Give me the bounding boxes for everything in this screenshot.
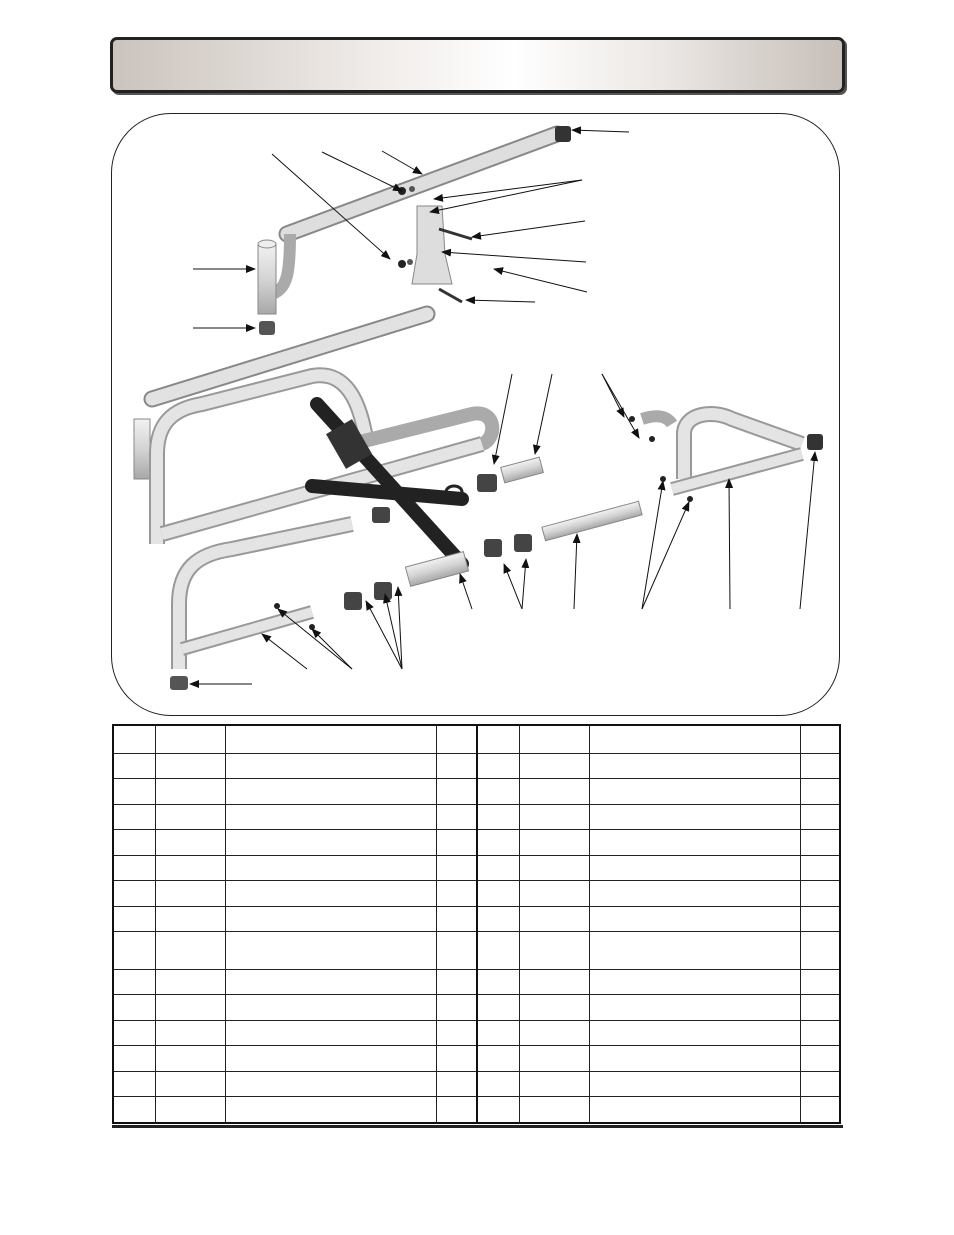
table-cell	[800, 1097, 840, 1123]
table-header-cell	[589, 725, 800, 754]
table-cell	[519, 995, 589, 1020]
table-cell	[113, 804, 155, 829]
bushing-3	[484, 539, 502, 557]
table-cell	[589, 779, 800, 804]
table-row	[113, 754, 840, 779]
table-cell	[155, 779, 225, 804]
table-cell	[519, 1071, 589, 1096]
table-cell	[519, 1097, 589, 1123]
table-cell	[519, 969, 589, 994]
table-row	[113, 969, 840, 994]
foot-lower	[170, 676, 188, 690]
table-cell	[436, 1020, 477, 1045]
table-cell	[436, 1071, 477, 1096]
table-cell	[113, 906, 155, 931]
table-cell	[225, 1020, 436, 1045]
table-cell	[477, 995, 519, 1020]
table-cell	[113, 754, 155, 779]
table-cell	[589, 830, 800, 855]
table-cell	[436, 1097, 477, 1123]
table-cell	[477, 779, 519, 804]
bushing-4	[514, 534, 532, 552]
table-cell	[589, 1046, 800, 1071]
table-header-cell	[225, 725, 436, 754]
table-row	[113, 855, 840, 880]
table-header-cell	[800, 725, 840, 754]
table-cell	[800, 830, 840, 855]
vertical-post	[258, 240, 276, 335]
table-cell	[436, 855, 477, 880]
table-cell	[519, 779, 589, 804]
table-cell	[800, 969, 840, 994]
table-cell	[225, 932, 436, 970]
table-cell	[436, 830, 477, 855]
table-cell	[589, 1020, 800, 1045]
table-cell	[155, 1020, 225, 1045]
table-cell	[155, 906, 225, 931]
table-cell	[436, 1046, 477, 1071]
table-cell	[800, 1046, 840, 1071]
table-cell	[519, 754, 589, 779]
table-cell	[800, 754, 840, 779]
table-cell	[800, 906, 840, 931]
table-cell	[477, 804, 519, 829]
bushing-2	[477, 474, 497, 492]
table-cell	[589, 804, 800, 829]
table-cell	[436, 881, 477, 906]
table-cell	[800, 1071, 840, 1096]
table-cell	[800, 779, 840, 804]
table-cell	[225, 969, 436, 994]
table-body	[113, 754, 840, 1124]
table-cell	[225, 1071, 436, 1096]
table-header-cell	[519, 725, 589, 754]
table-cell	[477, 969, 519, 994]
table-cell	[113, 1097, 155, 1123]
table-cell	[800, 995, 840, 1020]
table-row	[113, 830, 840, 855]
table-cell	[225, 804, 436, 829]
table-cell	[225, 855, 436, 880]
table-cell	[155, 1046, 225, 1071]
table-cell	[477, 855, 519, 880]
table-cell	[113, 881, 155, 906]
table-cell	[155, 804, 225, 829]
table-cell	[225, 779, 436, 804]
page-title-bar	[110, 37, 845, 93]
table-header-cell	[477, 725, 519, 754]
table-header-cell	[436, 725, 477, 754]
bottom-rule	[112, 1125, 843, 1128]
table-cell	[519, 1046, 589, 1071]
exploded-diagram-svg	[112, 114, 839, 715]
table-cell	[225, 754, 436, 779]
table-cell	[519, 804, 589, 829]
table-cell	[477, 1071, 519, 1096]
table-row	[113, 906, 840, 931]
table-cell	[589, 995, 800, 1020]
table-cell	[800, 804, 840, 829]
table-cell	[477, 754, 519, 779]
table-cell	[225, 881, 436, 906]
table-cell	[477, 906, 519, 931]
table-cell	[477, 881, 519, 906]
table-cell	[519, 855, 589, 880]
table-cell	[113, 969, 155, 994]
end-cap-right	[807, 434, 823, 450]
table-cell	[113, 779, 155, 804]
table-header-row	[113, 725, 840, 754]
table-cell	[589, 855, 800, 880]
clamp-block	[398, 186, 472, 302]
table-cell	[477, 1097, 519, 1123]
table-cell	[519, 881, 589, 906]
table-cell	[155, 881, 225, 906]
front-loop-rail	[170, 524, 352, 690]
table-row	[113, 1071, 840, 1096]
table-cell	[155, 830, 225, 855]
exploded-diagram	[111, 113, 840, 716]
end-cap-upper	[555, 126, 571, 142]
table-cell	[155, 969, 225, 994]
table-cell	[113, 855, 155, 880]
table-cell	[589, 1097, 800, 1123]
table-cell	[225, 995, 436, 1020]
table-cell	[113, 932, 155, 970]
table-cell	[436, 779, 477, 804]
table-cell	[477, 830, 519, 855]
table-cell	[589, 754, 800, 779]
table-cell	[225, 1097, 436, 1123]
table-cell	[113, 830, 155, 855]
table-cell	[589, 932, 800, 970]
table-cell	[519, 906, 589, 931]
table-cell	[155, 932, 225, 970]
table-cell	[113, 995, 155, 1020]
table-cell	[477, 1046, 519, 1071]
table-cell	[519, 932, 589, 970]
table-row	[113, 804, 840, 829]
table-cell	[155, 855, 225, 880]
table-cell	[519, 830, 589, 855]
table-row	[113, 1097, 840, 1123]
table-cell	[113, 1071, 155, 1096]
table-cell	[436, 804, 477, 829]
table-cell	[113, 1020, 155, 1045]
table-row	[113, 1020, 840, 1045]
table-cell	[155, 1071, 225, 1096]
table-row	[113, 995, 840, 1020]
middle-rail	[134, 314, 427, 479]
table-row	[113, 932, 840, 970]
bushing-1	[372, 507, 390, 523]
bushing-6	[374, 582, 392, 600]
table-cell	[155, 1097, 225, 1123]
table-cell	[225, 830, 436, 855]
right-loop-rail	[642, 414, 823, 489]
back-loop-rails	[157, 375, 492, 544]
table-cell	[477, 1020, 519, 1045]
table-cell	[436, 995, 477, 1020]
foot-upper	[259, 321, 275, 335]
table-cell	[155, 754, 225, 779]
table-cell	[800, 1020, 840, 1045]
table-cell	[225, 1046, 436, 1071]
table-cell	[477, 932, 519, 970]
bushing-5	[344, 592, 362, 610]
table-cell	[436, 932, 477, 970]
table-cell	[225, 906, 436, 931]
table-cell	[436, 969, 477, 994]
table-cell	[589, 969, 800, 994]
table-header-cell	[155, 725, 225, 754]
table-cell	[800, 881, 840, 906]
table-cell	[436, 906, 477, 931]
table-cell	[800, 932, 840, 970]
table-row	[113, 779, 840, 804]
table-cell	[113, 1046, 155, 1071]
table-row	[113, 1046, 840, 1071]
table-cell	[589, 1071, 800, 1096]
table-header-cell	[113, 725, 155, 754]
table-cell	[589, 881, 800, 906]
table-cell	[519, 1020, 589, 1045]
table-cell	[800, 855, 840, 880]
table-cell	[155, 995, 225, 1020]
parts-list-table	[112, 724, 841, 1124]
table-row	[113, 881, 840, 906]
table-cell	[589, 906, 800, 931]
table-cell	[436, 754, 477, 779]
